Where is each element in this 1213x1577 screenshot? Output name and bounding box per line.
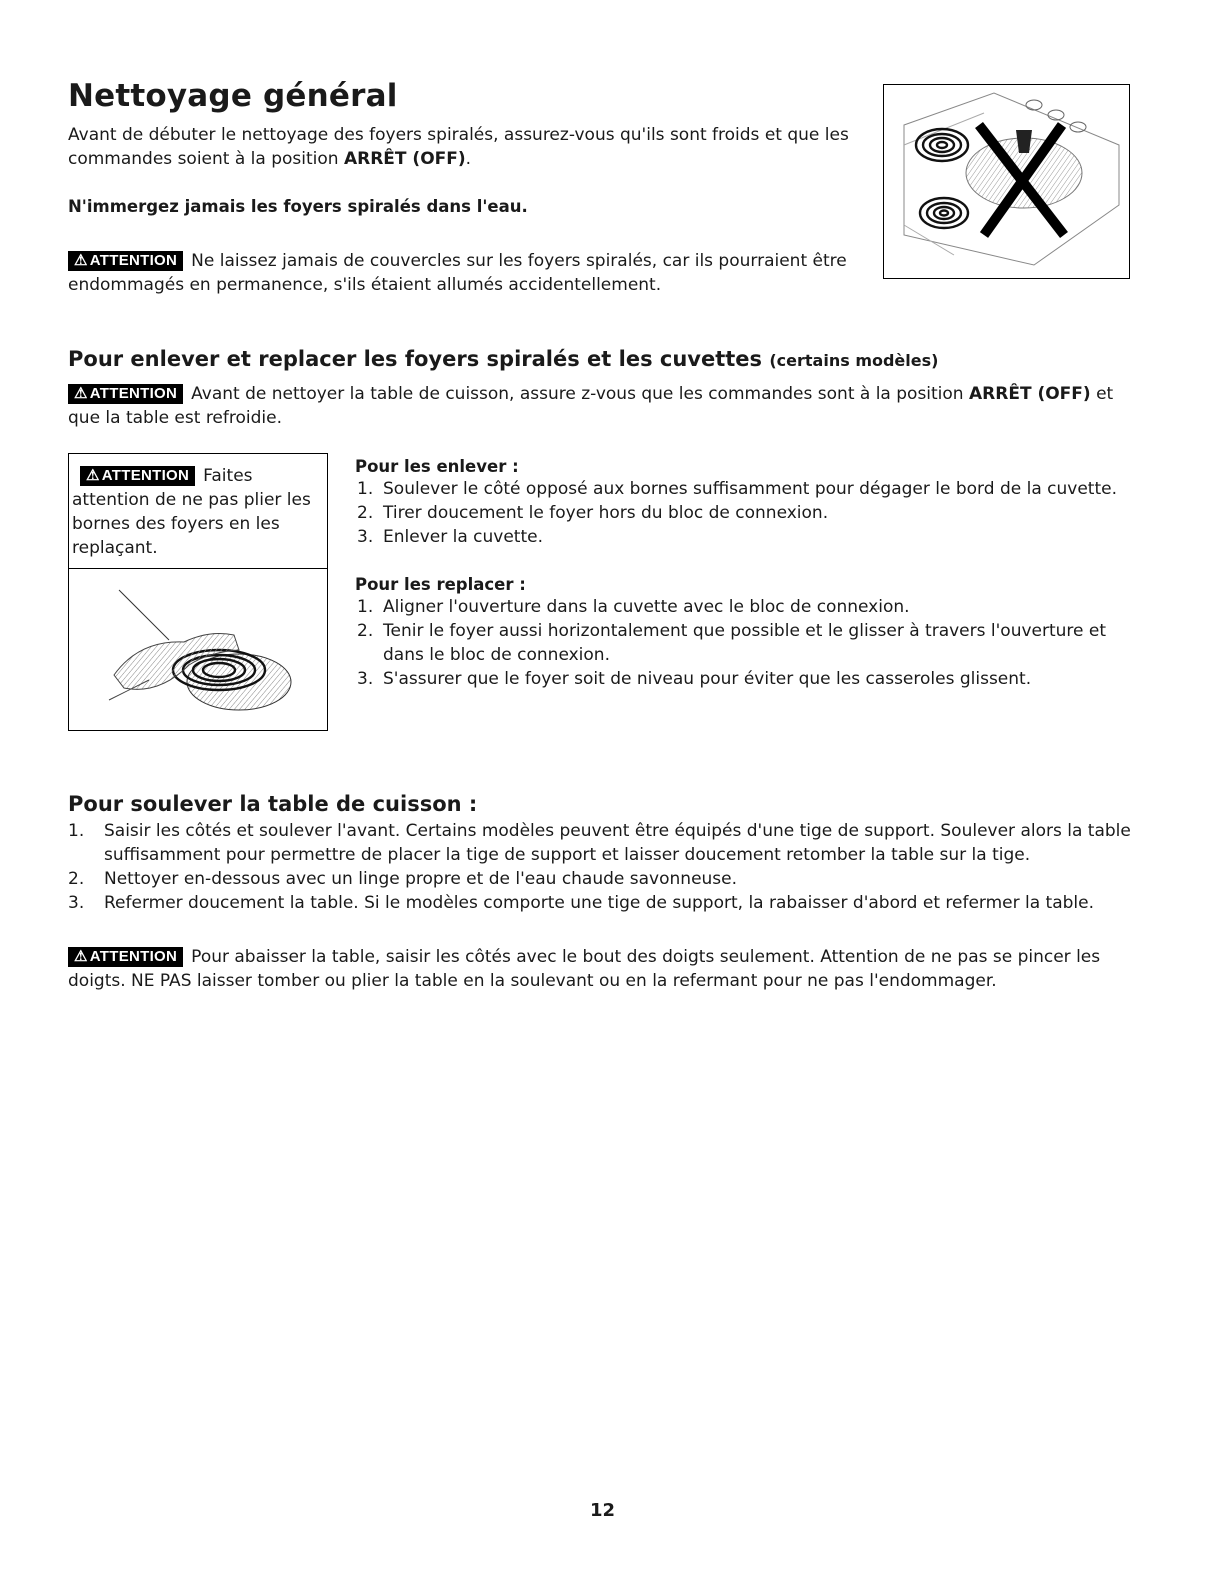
intro-text: Avant de débuter le nettoyage des foyers spiralés, assurez-vous qu'ils sont froids et que les commandes soient à la position [68,125,849,169]
list-item [68,891,1138,915]
list-item [68,819,1138,867]
section-title-note: (certains modèles) [769,351,939,370]
step-text: Refermer doucement la table. Si le modèles comporte une tige de support, la rabaisser d'abord et refermer la table. [104,893,1095,913]
step-text: Aligner l'ouverture dans la cuvette avec le bloc de connexion. [383,597,910,617]
intro-paragraph [68,123,858,171]
section-title-text: Pour enlever et replacer les foyers spiralés et les cuvettes [68,347,763,371]
caution-paragraph-1 [68,249,868,297]
cooktop-no-lid-illustration [884,85,1129,278]
page-number: 12 [590,1500,616,1521]
list-item [357,595,1140,619]
box-caution-text-block [69,454,327,560]
caution-badge [68,251,183,271]
step-number: 1. [68,821,85,841]
step-text: Soulever le côté opposé aux bornes suffisamment pour dégager le bord de la cuvette. [383,479,1117,499]
replace-instructions [355,575,1140,691]
remove-steps-list [357,477,1145,549]
caution-badge [68,947,183,967]
replace-steps-list [357,595,1140,691]
burner-caution-box [68,453,328,731]
list-item [68,867,1138,891]
step-text: Nettoyer en-dessous avec un linge propre et de l'eau chaude savonneuse. [104,869,738,889]
section-title-remove-replace [68,347,938,371]
page-title: Nettoyage général [68,78,398,114]
off-position-label: ARRÊT (OFF) [969,384,1091,404]
step-number: 3. [68,893,85,913]
step-number: 3. [357,527,374,547]
caution-label: ATTENTION [89,948,178,965]
warning-triangle-icon: ⚠ [74,252,88,269]
off-position-label: ARRÊT (OFF) [343,149,466,169]
step-number: 2. [357,621,374,641]
replace-title: Pour les replacer : [355,575,526,594]
caution-badge [80,466,195,486]
step-text: Enlever la cuvette. [383,527,543,547]
warning-triangle-icon: ⚠ [74,385,88,402]
cooktop-illustration [883,84,1130,279]
step-text: Saisir les côtés et soulever l'avant. Certains modèles peuvent être équipés d'une tige de support. Soulever alors la table suffisamment pour permettre de placer la tige de support et laisser doucement retomber la table sur la tige. [104,821,1131,865]
burner-removal-illustration [69,570,327,730]
caution-text-end: et que la table est refroidie. [68,384,1114,428]
list-item [357,619,1140,667]
caution-label: ATTENTION [89,252,178,269]
caution-text: Ne laissez jamais de couvercles sur les foyers spiralés, car ils pourraient être endommagés en permanence, s'ils étaient allumés accidentellement. [68,251,847,295]
caution-label: ATTENTION [89,385,178,402]
warning-triangle-icon: ⚠ [74,948,88,965]
list-item [357,501,1145,525]
remove-instructions [355,457,1145,549]
step-text: S'assurer que le foyer soit de niveau pour éviter que les casseroles glissent. [383,669,1032,689]
box-divider [69,568,327,569]
box-caution-text: Faites attention de ne pas plier les bornes des foyers en les replaçant. [72,466,311,558]
list-item [357,667,1140,691]
intro-end: . [465,149,472,169]
caution-paragraph-3 [68,945,1138,993]
step-number: 1. [357,597,374,617]
caution-paragraph-2 [68,382,1138,430]
list-item [357,477,1145,501]
lift-steps-list [68,819,1138,915]
step-number: 2. [68,869,85,889]
step-text: Tirer doucement le foyer hors du bloc de connexion. [383,503,829,523]
list-item [357,525,1145,549]
step-number: 2. [357,503,374,523]
remove-title: Pour les enlever : [355,457,519,476]
step-number: 1. [357,479,374,499]
caution-badge [68,384,183,404]
caution-text: Avant de nettoyer la table de cuisson, assure z-vous que les commandes sont à la position [191,384,969,404]
section-title-lift-cooktop: Pour soulever la table de cuisson : [68,792,478,816]
warning-triangle-icon: ⚠ [86,467,100,484]
immersion-warning: N'immergez jamais les foyers spiralés dans l'eau. [68,197,528,216]
step-number: 3. [357,669,374,689]
caution-text: Pour abaisser la table, saisir les côtés avec le bout des doigts seulement. Attention de ne pas se pincer les doigts. NE PAS laisser tomber ou plier la table en la soulevant ou en la refermant pour ne pas l'endommager. [68,947,1101,991]
step-text: Tenir le foyer aussi horizontalement que possible et le glisser à travers l'ouverture et dans le bloc de connexion. [383,621,1107,665]
caution-label: ATTENTION [101,467,190,484]
